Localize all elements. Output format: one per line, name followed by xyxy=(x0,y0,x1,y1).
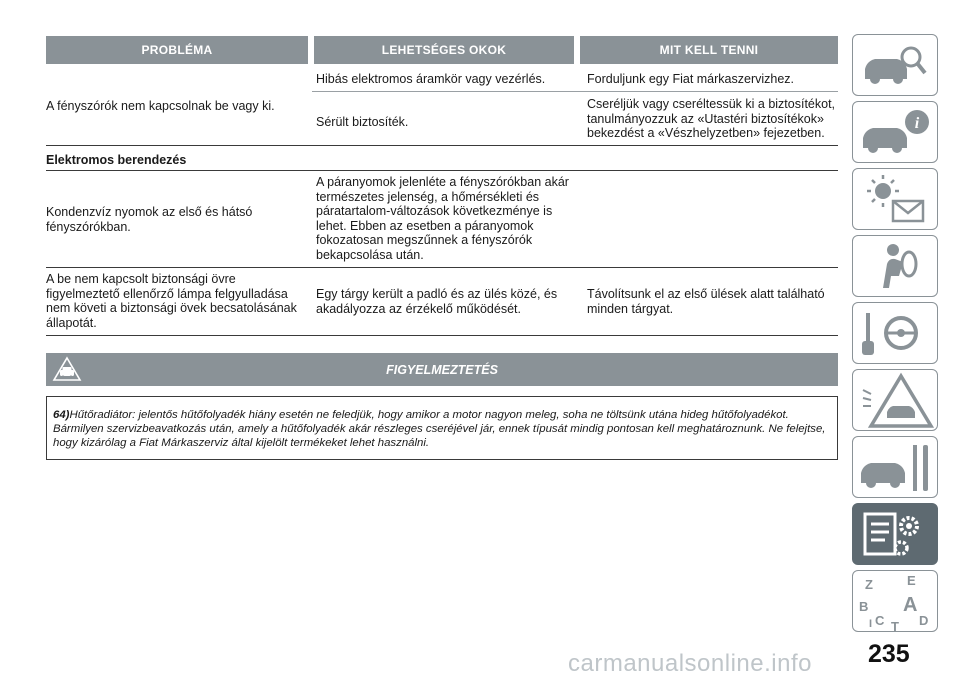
warning-ref: 64) xyxy=(53,409,70,421)
row-divider xyxy=(46,170,838,171)
lights-message-icon xyxy=(853,169,939,231)
row-divider xyxy=(46,335,838,336)
row-divider xyxy=(46,145,838,146)
index-letter: D xyxy=(919,613,929,628)
row1-cause-a: Hibás elektromos áramkör vagy vezérlés. xyxy=(316,72,546,86)
watermark: carmanualsonline.info xyxy=(568,650,812,677)
row3-cause: Egy tárgy került a padló és az ülés közé, és akadályozza az érzékelő működését. xyxy=(316,287,558,316)
tab-car-tools[interactable] xyxy=(852,436,938,498)
tab-car-info[interactable] xyxy=(852,101,938,163)
row-divider xyxy=(312,91,838,92)
column-header-problem: PROBLÉMA xyxy=(46,36,308,64)
section-title: Elektromos berendezés xyxy=(46,153,187,167)
warning-box xyxy=(46,396,838,460)
index-letter: A xyxy=(903,594,918,616)
index-letter: T xyxy=(891,619,899,633)
car-tools-icon xyxy=(853,437,939,499)
row-divider xyxy=(46,267,838,268)
row2-problem: Kondenzvíz nyomok az első és hátsó fényszórókban. xyxy=(46,205,253,234)
tab-key-steering[interactable] xyxy=(852,302,938,364)
tab-alphabet-index[interactable] xyxy=(852,570,938,632)
row1-cause-b: Sérült biztosíték. xyxy=(316,115,409,129)
airbag-person-icon xyxy=(853,236,939,298)
tab-lights-message[interactable] xyxy=(852,168,938,230)
row1-problem: A fényszórók nem kapcsolnak be vagy ki. xyxy=(46,99,275,113)
table-header-row xyxy=(46,36,838,64)
warning-title: FIGYELMEZTETÉS xyxy=(386,362,498,377)
tab-technical-data[interactable] xyxy=(852,503,938,565)
index-letter: I xyxy=(869,618,873,630)
index-letter: C xyxy=(875,613,885,628)
tab-warning[interactable] xyxy=(852,369,938,431)
car-search-icon xyxy=(853,35,939,97)
row3-action: Távolítsunk el az első ülések alatt található minden tárgyat. xyxy=(587,287,825,316)
index-letter: B xyxy=(859,599,869,614)
warning-body: Hűtőradiátor: jelentős hűtőfolyadék hiány esetén ne feledjük, hogy amikor a motor nagyon meleg, soha ne töltsünk utána hideg hűtőfolyadékot. Bármilyen szervizbeavatkozás után, amely a hűtőfolyadék akár részleges cseréjével jár, ennek típusát mindig pontosan kell meghatároznunk. Ne felejtse, hogy kizárólag a Fiat Márkaszerviz által kijelölt termékeket lehet használni. xyxy=(53,409,826,449)
tab-airbag[interactable] xyxy=(852,235,938,297)
row1-action-a: Forduljunk egy Fiat márkaszervizhez. xyxy=(587,72,795,86)
row3-problem: A be nem kapcsolt biztonsági övre figyelmeztető ellenőrző lámpa felgyulladása nem követi a biztonsági övek becsatolásának állapotát. xyxy=(46,272,297,330)
warning-header xyxy=(46,353,838,386)
warning-triangle-icon xyxy=(853,370,939,432)
tab-car-search[interactable] xyxy=(852,34,938,96)
key-steering-wheel-icon xyxy=(853,303,939,365)
warning-text xyxy=(53,408,833,450)
alphabet-index-icon xyxy=(853,571,939,633)
column-header-actions: MIT KELL TENNI xyxy=(580,36,838,64)
index-letter: E xyxy=(907,573,916,588)
list-gears-icon xyxy=(853,504,939,566)
index-letter: Z xyxy=(865,577,873,592)
page-number: 235 xyxy=(868,640,910,668)
car-info-icon xyxy=(853,102,939,164)
column-header-causes: LEHETSÉGES OKOK xyxy=(314,36,574,64)
row1-action-b: Cseréljük vagy cseréltessük ki a biztosítékot, tanulmányozzuk az «Utastéri biztosítékok» bekezdést a «Vészhelyzetben» fejezetben. xyxy=(587,97,836,140)
row2-cause: A páranyomok jelenléte a fényszórókban akár természetes jelenség, a hőmérsékleti és páratartalom-változások következménye is lehet. Ebben az esetben a páranyomok fokozatosan megszűnnek a fényszórók bekapcsolása után. xyxy=(316,175,569,262)
svg-text:i: i xyxy=(914,115,920,132)
